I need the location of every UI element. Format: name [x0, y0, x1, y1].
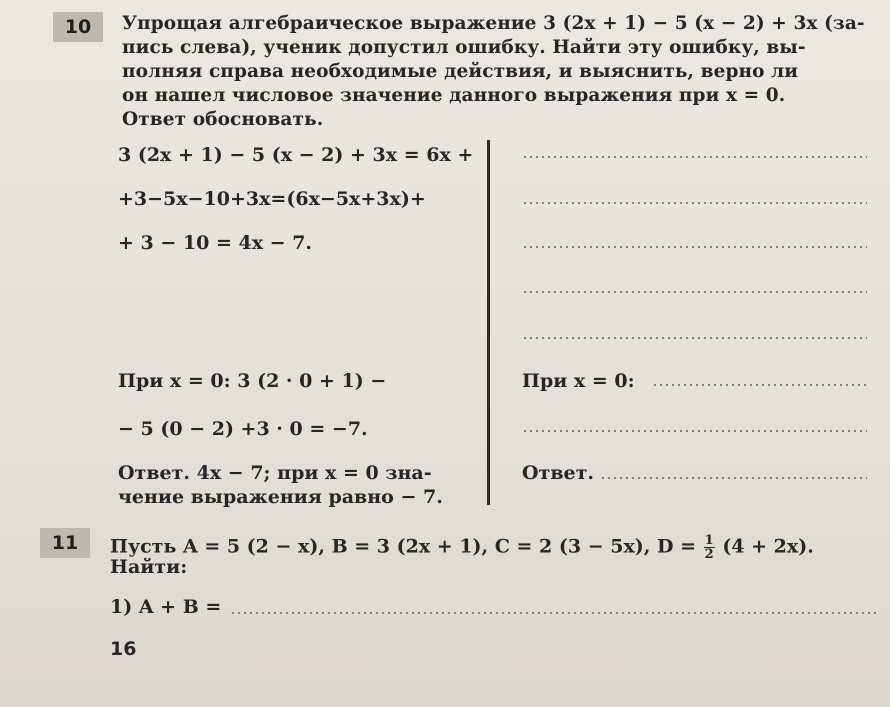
- page-number: 16: [110, 638, 137, 660]
- task-11-find: Найти:: [110, 556, 188, 578]
- one-half-fraction: [704, 534, 715, 561]
- answer-line[interactable]: [522, 430, 867, 432]
- answer-line[interactable]: [652, 384, 867, 386]
- answer-line[interactable]: [600, 477, 867, 479]
- answer-line[interactable]: [522, 337, 867, 339]
- statement-line: он нашел числовое значение данного выражения при x = 0.: [122, 85, 786, 106]
- statement-text: Пусть A = 5 (2 − x), B = 3 (2x + 1), C = 2 (3 − 5x), D =: [110, 535, 697, 558]
- column-divider: [487, 140, 490, 505]
- fraction-denominator: 2: [704, 547, 714, 562]
- task-11-statement: [110, 534, 814, 561]
- answer-line[interactable]: [522, 246, 867, 248]
- answer-line[interactable]: [522, 291, 867, 293]
- statement-line: пись слева), ученик допустил ошибку. Найти эту ошибку, вы-: [122, 37, 806, 58]
- statement-text-end: (4 + 2x).: [722, 535, 814, 558]
- statement-line: Ответ обосновать.: [122, 109, 324, 130]
- task-11-number: 11: [40, 528, 90, 558]
- answer-line[interactable]: [522, 202, 867, 204]
- evaluation-step: При x = 0: 3 (2 · 0 + 1) −: [118, 370, 387, 392]
- statement-line: Упрощая алгебраическое выражение 3 (2x + 1) − 5 (x − 2) + 3x (за-: [122, 13, 865, 34]
- task-10-number: 10: [53, 12, 103, 42]
- fraction-numerator: 1: [704, 533, 714, 548]
- student-answer: Ответ. 4x − 7; при x = 0 зна-: [118, 462, 432, 484]
- statement-line: полняя справа необходимые действия, и выяснить, верно ли: [122, 61, 799, 82]
- solution-step: +3−5x−10+3x=(6x−5x+3x)+: [118, 188, 426, 210]
- solution-step: 3 (2x + 1) − 5 (x − 2) + 3x = 6x +: [118, 144, 474, 166]
- answer-line[interactable]: [230, 612, 880, 614]
- student-answer: чение выражения равно − 7.: [118, 486, 443, 508]
- solution-step: + 3 − 10 = 4x − 7.: [118, 232, 313, 254]
- task-11-item-1: 1) A + B =: [110, 596, 222, 618]
- answer-line[interactable]: [522, 156, 867, 158]
- evaluation-step: − 5 (0 − 2) +3 · 0 = −7.: [118, 418, 368, 440]
- eval-label: При x = 0:: [522, 370, 635, 392]
- answer-label: Ответ.: [522, 462, 595, 484]
